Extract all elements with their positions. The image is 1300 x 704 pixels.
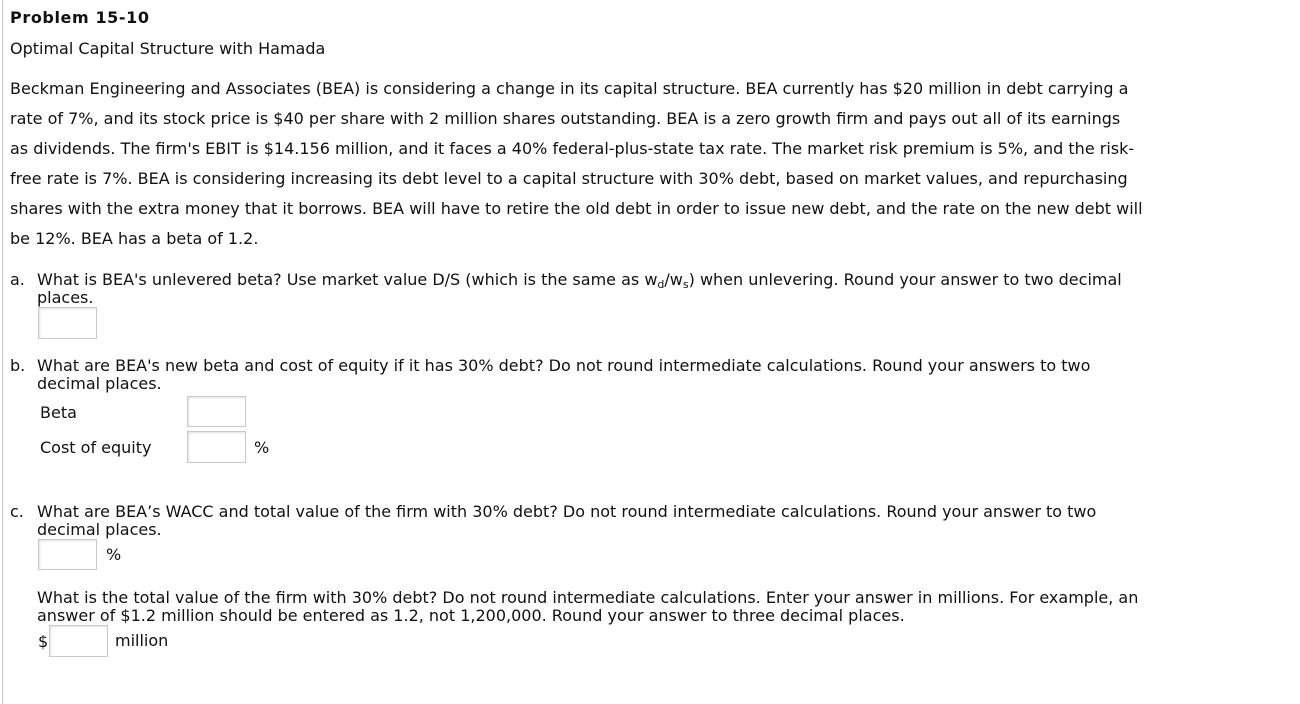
part-a-question-line-2: places.: [37, 288, 94, 307]
intro-line-3: as dividends. The firm's EBIT is $14.156 million, and it faces a 40% federal-plus-state tax rate. The market risk premium is 5%, and the risk-: [10, 139, 1135, 158]
firm-value-question-line-2: answer of $1.2 million should be entered as 1.2, not 1,200,000. Round your answer to three decimal places.: [37, 606, 905, 625]
left-border: [2, 0, 3, 704]
part-c-question-line-1: What are BEA’s WACC and total value of the firm with 30% debt? Do not round intermediate calculations. Round your answer to two: [37, 502, 1097, 521]
intro-line-2: rate of 7%, and its stock price is $40 per share with 2 million shares outstanding. BEA is a zero growth firm and pays out all of its earnings: [10, 109, 1121, 128]
firm-value-input[interactable]: [49, 625, 108, 657]
wacc-percent-unit: %: [106, 545, 122, 564]
intro-line-5: shares with the extra money that it borrows. BEA will have to retire the old debt in order to issue new debt, and the rate on the new debt will: [10, 199, 1143, 218]
part-b-question-line-1: What are BEA's new beta and cost of equity if it has 30% debt? Do not round intermediate calculations. Round your answers to two: [37, 356, 1091, 375]
intro-line-1: Beckman Engineering and Associates (BEA) is considering a change in its capital structure. BEA currently has $20 million in debt carrying a: [10, 79, 1129, 98]
new-beta-input[interactable]: [187, 396, 246, 427]
firm-value-million-unit: million: [115, 631, 169, 650]
unlevered-beta-input[interactable]: [38, 307, 97, 339]
intro-line-6: be 12%. BEA has a beta of 1.2.: [10, 229, 259, 248]
cost-of-equity-percent-unit: %: [254, 438, 270, 457]
beta-label: Beta: [40, 403, 77, 422]
part-b-letter: b.: [10, 356, 26, 375]
part-c-question-line-2: decimal places.: [37, 520, 162, 539]
firm-value-dollar-prefix: $: [38, 632, 49, 651]
part-b-question-line-2: decimal places.: [37, 374, 162, 393]
part-a-letter: a.: [10, 270, 25, 289]
wacc-input[interactable]: [38, 539, 97, 570]
problem-title: Problem 15-10: [10, 8, 150, 27]
intro-line-4: free rate is 7%. BEA is considering increasing its debt level to a capital structure with 30% debt, based on market values, and repurchasing: [10, 169, 1128, 188]
cost-of-equity-input[interactable]: [187, 431, 246, 463]
part-c-letter: c.: [10, 502, 24, 521]
cost-of-equity-label: Cost of equity: [40, 438, 152, 457]
problem-subtitle: Optimal Capital Structure with Hamada: [10, 39, 326, 58]
part-a-question-line-1: What is BEA's unlevered beta? Use market value D/S (which is the same as $w_d/w_s$) when unlevering. Round your answer to two decimal: [37, 270, 1122, 291]
firm-value-question-line-1: What is the total value of the firm with 30% debt? Do not round intermediate calculations. Enter your answer in millions. For example, an: [37, 588, 1139, 607]
